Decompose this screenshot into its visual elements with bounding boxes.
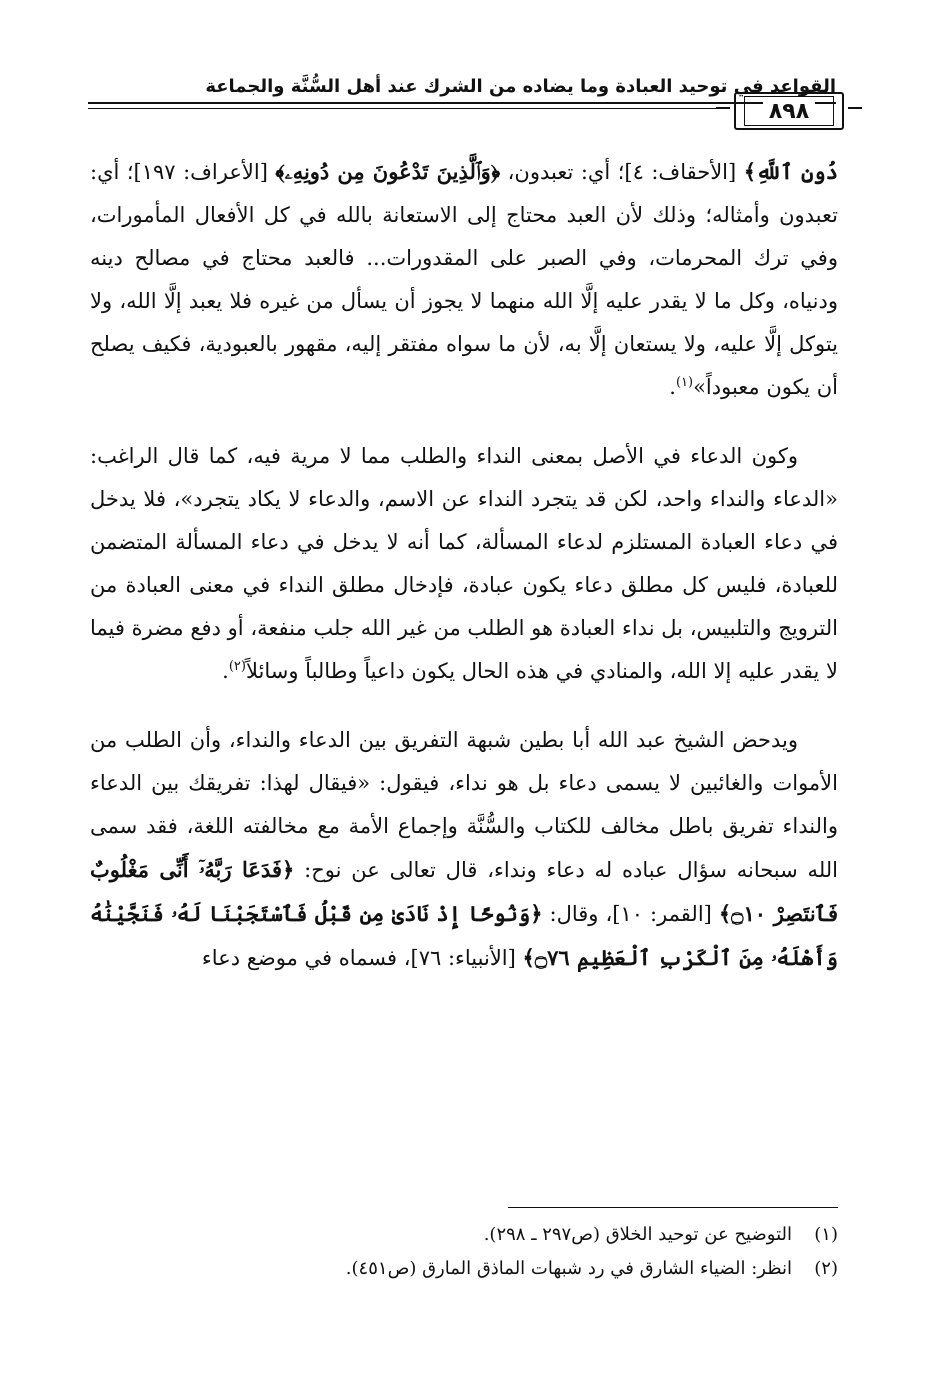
running-title: القواعد في توحيد العبادة وما يضاده من الشرك عند أهل السُّنَّة والجماعة <box>205 76 836 97</box>
text-run: [الأحقاف: ٤]؛ أي: تعبدون، <box>500 160 744 184</box>
main-text <box>90 150 838 1006</box>
footnote <box>90 1252 838 1286</box>
header-rule-thin <box>88 108 728 109</box>
text-run: ويدحض الشيخ عبد الله أبا بطين شبهة التفريق بين الدعاء والنداء، وأن الطلب من الأموات والغائبين لا يسمى دعاء بل هو نداء، فيقول: «فيقال لهذا: تفريقك بين الدعاء والنداء تفريق باطل مخالف للكتاب والسُّنَّة وإجماع الأمة مع مخالفته اللغة، فقد سمى الله سبحانه سؤال عباده له دعاء ونداء، قال تعالى عن نوح: <box>90 728 839 882</box>
text-run: [القمر: ١٠]، وقال: <box>542 902 719 926</box>
footnotes <box>90 1218 838 1286</box>
footnote-text: التوضيح عن توحيد الخلاق (ص٢٩٧ ـ ٢٩٨). <box>483 1224 792 1245</box>
page-number: ٨٩٨ <box>763 99 815 124</box>
footnote-ref: (١) <box>675 375 694 390</box>
text-run: [الأعراف: ١٩٧]؛ أي: تعبدون وأمثاله؛ وذلك لأن العبد محتاج إلى الاستعانة بالله في كل الأفعال المأمورات، وفي ترك المحرمات، وفي الصبر على المقدورات... فالعبد محتاج في مصالح دينه ودنياه، وكل ما لا يقدر عليه إلَّا الله منهما لا يجوز أن يسأل من غيره فلا يعبد إلَّا الله، ولا يتوكل إلَّا عليه، ولا يستعان إلَّا به، لأن ما سواه مفتقر إليه، مقهور بالعبودية، فكيف يصلح أن يكون معبوداً» <box>90 160 838 399</box>
footnote-ref: (٢) <box>228 659 246 674</box>
page-header <box>88 72 836 124</box>
footnote <box>90 1218 838 1252</box>
quran-bracket: ﴾ <box>743 159 757 184</box>
footnote-mark: (٢) <box>814 1258 838 1279</box>
footnote-separator <box>508 1207 838 1208</box>
text-run: . <box>222 659 229 683</box>
quran-verse: ﴿فَدَعَا رَبَّهُۥٓ أَنِّى مَغْلُوبٌ فَٱنتَصِرْ ۝١٠﴾ <box>90 857 839 926</box>
quran-verse: ﴿وَٱلَّذِينَ تَدْعُونَ مِن دُونِهِۦ﴾ <box>275 159 501 184</box>
quran-verse: دُونِ ٱللَّهِ <box>756 159 839 184</box>
page-number-ornament <box>716 107 730 109</box>
footnote-text: انظر: الضياء الشارق في رد شبهات الماذق المارق (ص٤٥١). <box>345 1258 792 1279</box>
page-number-ornament <box>848 107 862 109</box>
paragraph-2 <box>90 435 838 693</box>
paragraph-1 <box>90 150 838 409</box>
page-number-box <box>734 92 844 130</box>
text-run: وكون الدعاء في الأصل بمعنى النداء والطلب مما لا مرية فيه، كما قال الراغب: «الدعاء والنداء واحد، لكن قد يتجرد النداء عن الاسم، والدعاء لا يكاد يتجرد»، فلا يدخل في دعاء العبادة المستلزم لدعاء المسألة، كما أنه لا يدخل في دعاء المسألة المتضمن للعبادة، فليس كل مطلق دعاء يكون عبادة، فإدخال مطلق النداء في معنى العبادة من الترويج والتلبيس، بل نداء العبادة هو الطلب من غير الله جلب منفعة، أو دفع مضرة فيما لا يقدر عليه إلا الله، والمنادي في هذه الحال يكون داعياً وطالباً وسائلاً <box>90 444 838 683</box>
footnote-mark: (١) <box>814 1224 838 1245</box>
paragraph-3 <box>90 719 838 980</box>
header-rule <box>88 102 836 104</box>
quran-verse: ﴿وَنُوحًا إِذْ نَادَىٰ مِن قَبْلُ فَٱسْتَجَبْنَا لَهُۥ فَنَجَّيْنَٰهُ وَأَهْلَهُۥ مِنَ ٱلْكَرْبِ ٱلْعَظِيمِ ۝٧٦﴾ <box>90 901 838 970</box>
text-run: [الأنبياء: ٧٦]، فسماه في موضع دعاء <box>201 946 523 970</box>
text-run: . <box>669 375 676 399</box>
